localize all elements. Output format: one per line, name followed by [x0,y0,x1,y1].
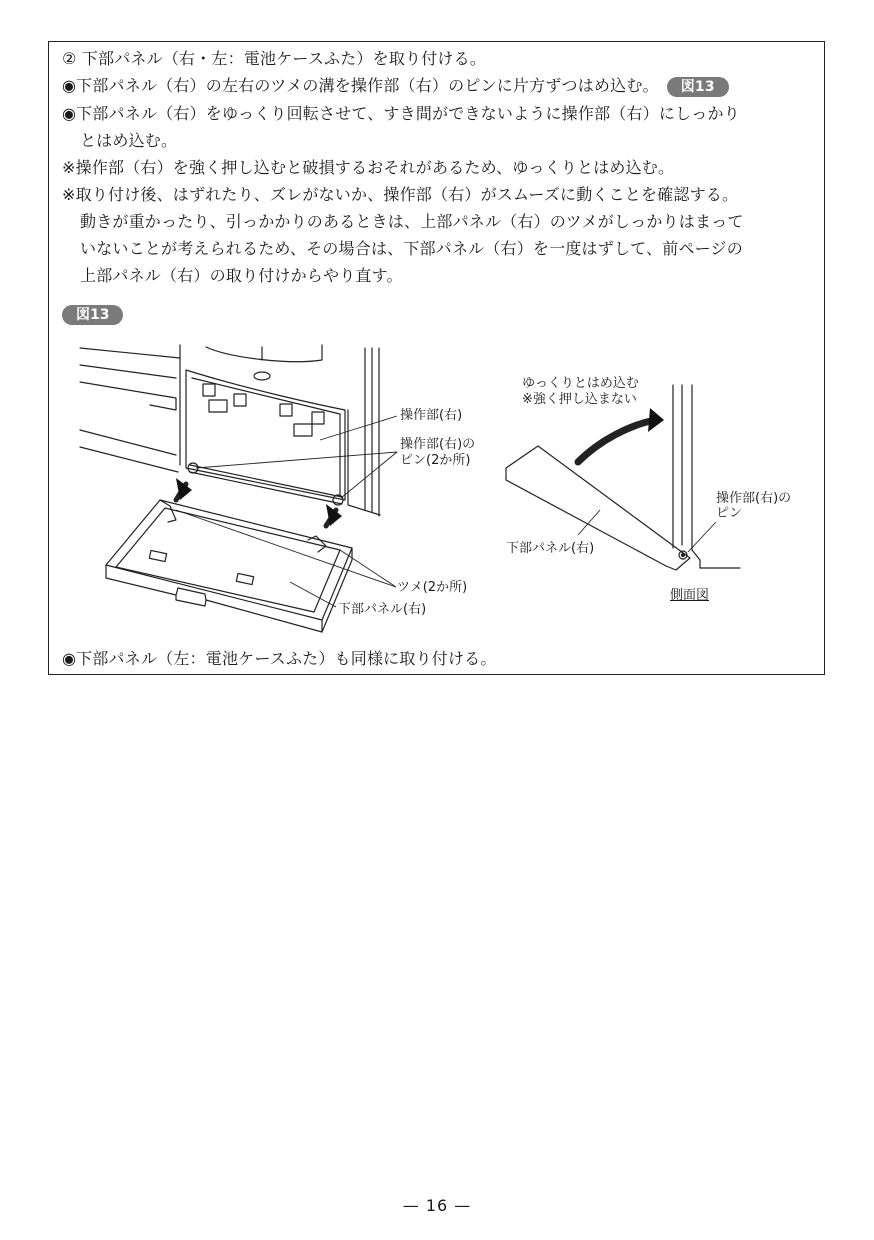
label-claws: ツメ(2か所) [397,580,468,595]
label-no-force: ※強く押し込まない [522,392,637,407]
label-operation-pin-1: 操作部(右)の [400,437,476,452]
note-check-line1: ※取り付け後、はずれたり、ズレがないか、操作部（右）がスムーズに動くことを確認する。 [62,185,739,204]
label-side-lower-panel: 下部パネル(右) [506,541,595,556]
page-number: — 16 — [402,1196,472,1215]
label-side-pin-2: ピン [716,506,743,521]
label-side-pin-1: 操作部(右)の [716,491,792,506]
note-check-line4: 上部パネル（右）の取り付けからやり直す。 [80,266,403,285]
note-do-not-push: ※操作部（右）を強く押し込むと破損するおそれがあるため、ゆっくりとはめ込む。 [62,158,675,177]
figure-badge: 図13 [62,305,123,325]
label-slowly: ゆっくりとはめ込む [522,376,639,391]
note-check-line3: いないことが考えられるため、その場合は、下部パネル（右）を一度はずして、前ページの [80,239,743,258]
bullet-rotate-line1: ◉下部パネル（右）をゆっくり回転させて、すき間ができないように操作部（右）にしっかり [62,104,740,123]
label-operation-unit: 操作部(右) [400,408,463,423]
label-lower-panel: 下部パネル(右) [338,602,427,617]
bullet-insert-claws-text: ◉下部パネル（右）の左右のツメの溝を操作部（右）のピンに片方ずつはめ込む。 [62,76,659,95]
note-check-line2: 動きが重かったり、引っかかりのあるときは、上部パネル（右）のツメがしっかりはまって [80,212,744,231]
figure-ref-badge: 図13 [667,77,729,97]
step-heading: ② 下部パネル（右・左：電池ケースふた）を取り付ける。 [62,49,487,68]
footer-bullet: ◉下部パネル（左：電池ケースふた）も同様に取り付ける。 [62,649,497,668]
label-side-view: 側面図 [670,588,710,603]
bullet-rotate-line2: とはめ込む。 [80,131,178,150]
label-operation-pin-2: ピン(2か所) [400,453,471,468]
